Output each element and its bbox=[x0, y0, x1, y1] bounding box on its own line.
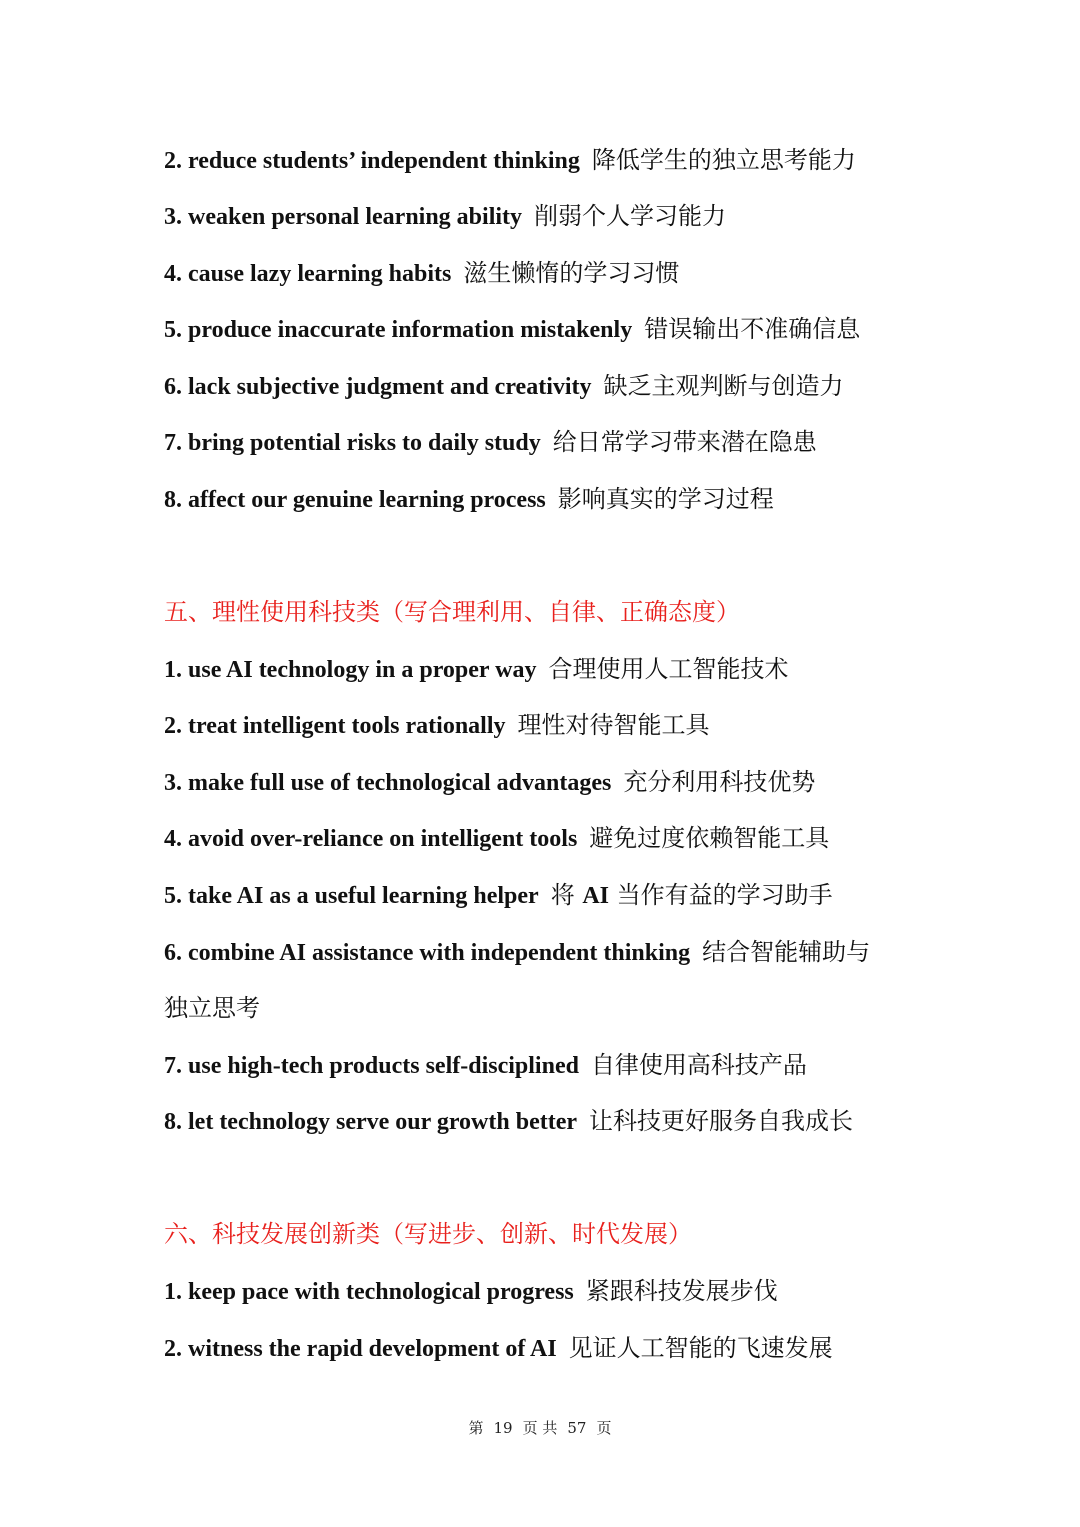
phrase-english: 2. treat intelligent tools rationally bbox=[164, 713, 506, 739]
phrase-chinese-ai: AI bbox=[582, 883, 609, 909]
phrase-chinese: 紧跟科技发展步伐 bbox=[585, 1277, 778, 1305]
phrase-english: 3. make full use of technological advantages bbox=[164, 770, 612, 796]
phrase-item bbox=[164, 653, 788, 686]
phrase-english: 6. combine AI assistance with independent thinking bbox=[164, 940, 691, 966]
phrase-item bbox=[164, 1275, 778, 1308]
phrase-chinese: 缺乏主观判断与创造力 bbox=[603, 372, 844, 400]
phrase-chinese: 影响真实的学习过程 bbox=[557, 485, 774, 513]
phrase-item bbox=[164, 766, 815, 799]
page-total: 57 bbox=[567, 1419, 587, 1437]
phrase-english: 8. affect our genuine learning process bbox=[164, 487, 546, 513]
phrase-english: 4. avoid over-reliance on intelligent tools bbox=[164, 826, 578, 852]
phrase-english: 1. use AI technology in a proper way bbox=[164, 657, 537, 683]
section-heading: 六、科技发展创新类（写进步、创新、时代发展） bbox=[164, 1220, 692, 1248]
phrase-english: 3. weaken personal learning ability bbox=[164, 204, 523, 230]
phrase-chinese: 避免过度依赖智能工具 bbox=[589, 824, 830, 852]
phrase-english: 8. let technology serve our growth better bbox=[164, 1109, 578, 1135]
page-footer bbox=[0, 1417, 1080, 1438]
phrase-english: 7. use high-tech products self-disciplined bbox=[164, 1053, 579, 1079]
phrase-english: 1. keep pace with technological progress bbox=[164, 1279, 574, 1305]
phrase-chinese: 独立思考 bbox=[164, 994, 260, 1022]
phrase-english: 4. cause lazy learning habits bbox=[164, 261, 452, 287]
phrase-item bbox=[164, 370, 844, 403]
phrase-item bbox=[164, 200, 726, 233]
phrase-english: 6. lack subjective judgment and creativity bbox=[164, 374, 592, 400]
phrase-item bbox=[164, 936, 870, 969]
phrase-item bbox=[164, 879, 833, 912]
phrase-english: 5. take AI as a useful learning helper bbox=[164, 883, 539, 909]
phrase-english: 7. bring potential risks to daily study bbox=[164, 430, 541, 456]
phrase-item bbox=[164, 1105, 853, 1138]
phrase-chinese: 理性对待智能工具 bbox=[517, 711, 710, 739]
phrase-chinese-continuation bbox=[164, 992, 260, 1025]
phrase-chinese: 结合智能辅助与 bbox=[702, 938, 871, 966]
phrase-english: 5. produce inaccurate information mistakenly bbox=[164, 317, 633, 343]
phrase-item bbox=[164, 313, 860, 346]
footer-prefix: 第 bbox=[468, 1419, 484, 1437]
phrase-chinese: 合理使用人工智能技术 bbox=[548, 655, 789, 683]
phrase-item bbox=[164, 426, 817, 459]
phrase-chinese: 削弱个人学习能力 bbox=[534, 202, 727, 230]
phrase-chinese bbox=[551, 881, 833, 909]
phrase-item bbox=[164, 822, 829, 855]
phrase-chinese: 给日常学习带来潜在隐患 bbox=[552, 428, 817, 456]
phrase-chinese: 充分利用科技优势 bbox=[623, 768, 816, 796]
phrase-item bbox=[164, 1332, 833, 1365]
phrase-chinese: 滋生懒惰的学习习惯 bbox=[463, 259, 680, 287]
phrase-chinese: 降低学生的独立思考能力 bbox=[591, 146, 856, 174]
section-heading: 五、理性使用科技类（写合理利用、自律、正确态度） bbox=[164, 598, 740, 626]
phrase-chinese: 见证人工智能的飞速发展 bbox=[568, 1334, 833, 1362]
phrase-chinese-post: 当作有益的学习助手 bbox=[616, 881, 833, 909]
page-number: 19 bbox=[493, 1419, 513, 1437]
phrase-chinese: 自律使用高科技产品 bbox=[590, 1051, 807, 1079]
phrase-item bbox=[164, 483, 774, 516]
footer-middle: 页 共 bbox=[522, 1419, 558, 1437]
phrase-chinese: 错误输出不准确信息 bbox=[644, 315, 861, 343]
phrase-english: 2. witness the rapid development of AI bbox=[164, 1336, 557, 1362]
phrase-item bbox=[164, 709, 710, 742]
footer-suffix: 页 bbox=[596, 1419, 612, 1437]
phrase-chinese: 让科技更好服务自我成长 bbox=[589, 1107, 854, 1135]
phrase-chinese-pre: 将 bbox=[550, 881, 575, 909]
phrase-item bbox=[164, 1049, 807, 1082]
phrase-item bbox=[164, 257, 679, 290]
phrase-item bbox=[164, 144, 856, 177]
phrase-english: 2. reduce students’ independent thinking bbox=[164, 148, 580, 174]
